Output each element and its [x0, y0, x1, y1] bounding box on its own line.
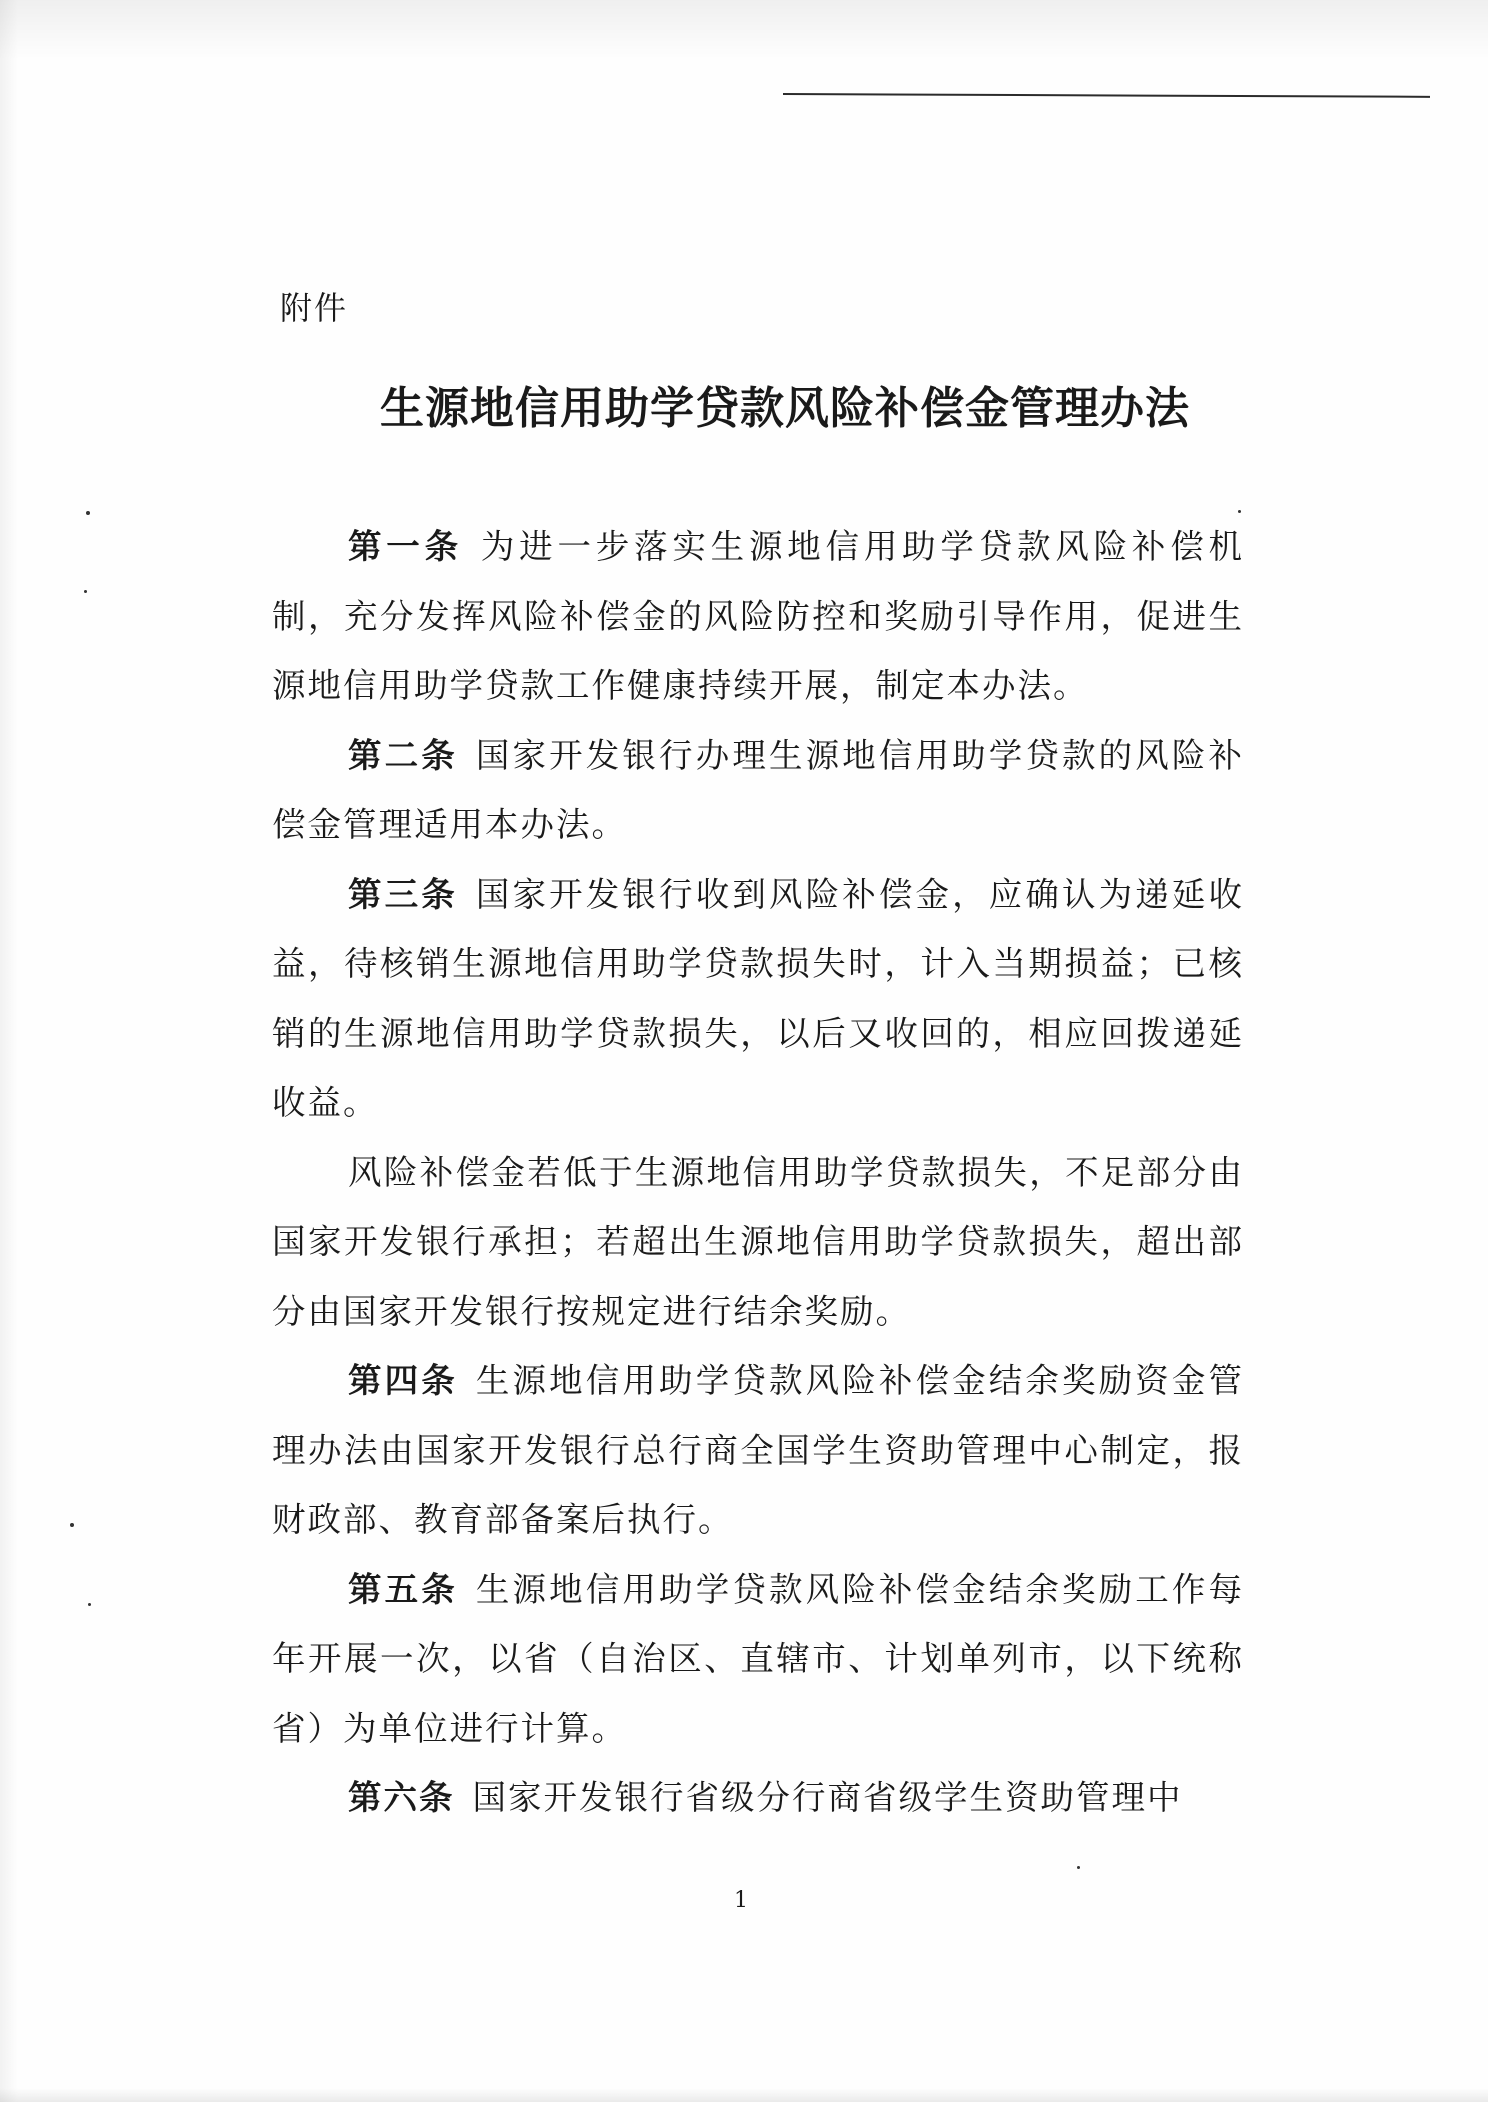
article-text: 风险补偿金若低于生源地信用助学贷款损失，不足部分由国家开发银行承担；若超出生源地信用助学贷款损失，超出部分由国家开发银行按规定进行结余奖励。	[272, 1152, 1244, 1331]
article-2	[272, 721, 1244, 860]
scan-speck	[70, 1523, 74, 1527]
header-rule	[783, 93, 1430, 98]
article-text: 生源地信用助学贷款风险补偿金结余奖励工作每年开展一次，以省（自治区、直辖市、计划单列市，以下统称省）为单位进行计算。	[272, 1569, 1245, 1748]
article-text: 国家开发银行省级分行商省级学生资助管理中	[472, 1778, 1183, 1817]
attachment-label: 附件	[280, 289, 349, 327]
article-3	[272, 860, 1244, 1138]
scan-speck	[88, 1603, 91, 1606]
scan-speck	[1238, 510, 1241, 513]
scan-left-shade	[0, 0, 18, 2102]
article-text: 国家开发银行收到风险补偿金，应确认为递延收益，待核销生源地信用助学贷款损失时，计入当期损益；已核销的生源地信用助学贷款损失，以后又收回的，相应回拨递延收益。	[272, 874, 1245, 1122]
article-5	[272, 1555, 1244, 1764]
article-6	[272, 1763, 1244, 1833]
document-title: 生源地信用助学贷款风险补偿金管理办法	[380, 383, 1190, 434]
article-text: 国家开发银行办理生源地信用助学贷款的风险补偿金管理适用本办法。	[272, 735, 1245, 844]
article-label: 第五条	[348, 1569, 458, 1609]
document-body	[272, 512, 1244, 1833]
scan-bottom-shade	[0, 2088, 1488, 2102]
article-text: 生源地信用助学贷款风险补偿金结余奖励资金管理办法由国家开发银行总行商全国学生资助管理中心制定，报财政部、教育部备案后执行。	[272, 1361, 1245, 1539]
article-label: 第一条	[348, 527, 463, 566]
article-1	[272, 512, 1244, 721]
page-number: 1	[734, 1888, 748, 1913]
article-label: 第二条	[348, 735, 458, 775]
scan-speck	[86, 511, 90, 515]
scan-speck	[1077, 1866, 1080, 1869]
article-label: 第三条	[348, 874, 458, 914]
article-3-continued	[272, 1138, 1244, 1347]
scan-top-shade	[0, 0, 1488, 60]
article-label: 第六条	[348, 1778, 455, 1817]
article-label: 第四条	[348, 1361, 458, 1400]
article-4	[272, 1346, 1244, 1555]
scan-speck	[84, 590, 87, 593]
article-text: 为进一步落实生源地信用助学贷款风险补偿机制，充分发挥风险补偿金的风险防控和奖励引导作用，促进生源地信用助学贷款工作健康持续开展，制定本办法。	[272, 527, 1245, 705]
